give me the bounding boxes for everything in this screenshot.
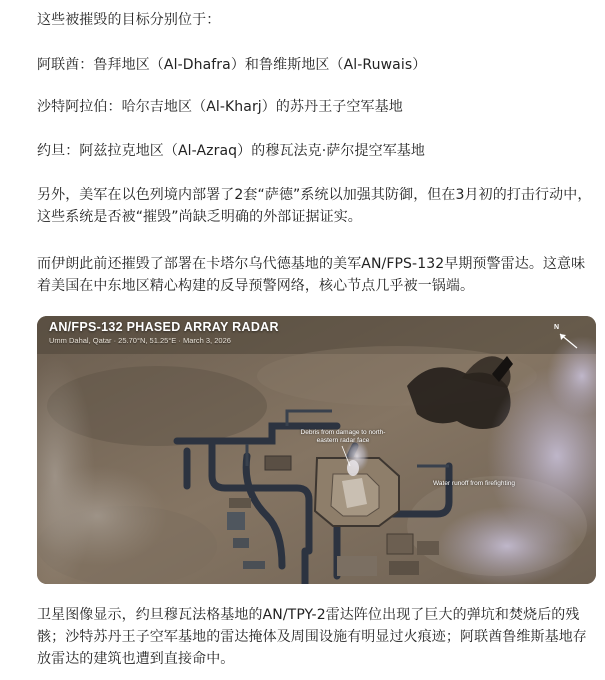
smoke-cloud [437,506,577,584]
annotation-debris: Debris from damage to north-eastern radar face [300,429,386,444]
annotation-water-runoff: Water runoff from firefighting [433,480,516,487]
paragraph-qatar-radar: 而伊朗此前还摧毁了部署在卡塔尔乌代德基地的美军AN/FPS-132早期预警雷达。这意味着美国在中东地区精心构建的反导预警网络，核心节点几乎被一锅端。 [37,256,586,294]
paragraph-satellite-summary: 卫星图像显示，约旦穆瓦法格基地的AN/TPY-2雷达阵位出现了巨大的弹坑和焚烧后的残骸；沙特苏丹王子空军基地的雷达掩体及周围设施有明显过火痕迹；阿联酋鲁维斯基地存放雷达的建筑也遭到直接命中。 [37,607,587,667]
paragraph-thaad: 另外，美军在以色列境内部署了2套“萨德”系统以加强其防御，但在3月初的打击行动中，这些系统是否被“摧毁”尚缺乏明确的外部证据证实。 [37,187,592,225]
figure-title: AN/FPS-132 PHASED ARRAY RADAR [49,320,279,334]
paragraph-saudi: 沙特阿拉伯：哈尔吉地区（Al-Kharj）的苏丹王子空军基地 [37,99,403,115]
satellite-image-graphic [37,316,596,584]
satellite-image[interactable] [37,316,596,584]
paragraph-uae: 阿联酋：鲁拜地区（Al-Dhafra）和鲁维斯地区（Al-Ruwais） [37,57,427,73]
north-label: N [554,324,560,331]
figure-subtitle: Umm Dahal, Qatar · 25.70°N, 51.25°E · March 3, 2026 [49,336,231,345]
paragraph-jordan: 约旦：阿兹拉克地区（Al-Azraq）的穆瓦法克·萨尔提空军基地 [37,143,426,159]
paragraph-intro: 这些被摧毁的目标分别位于： [37,12,221,28]
